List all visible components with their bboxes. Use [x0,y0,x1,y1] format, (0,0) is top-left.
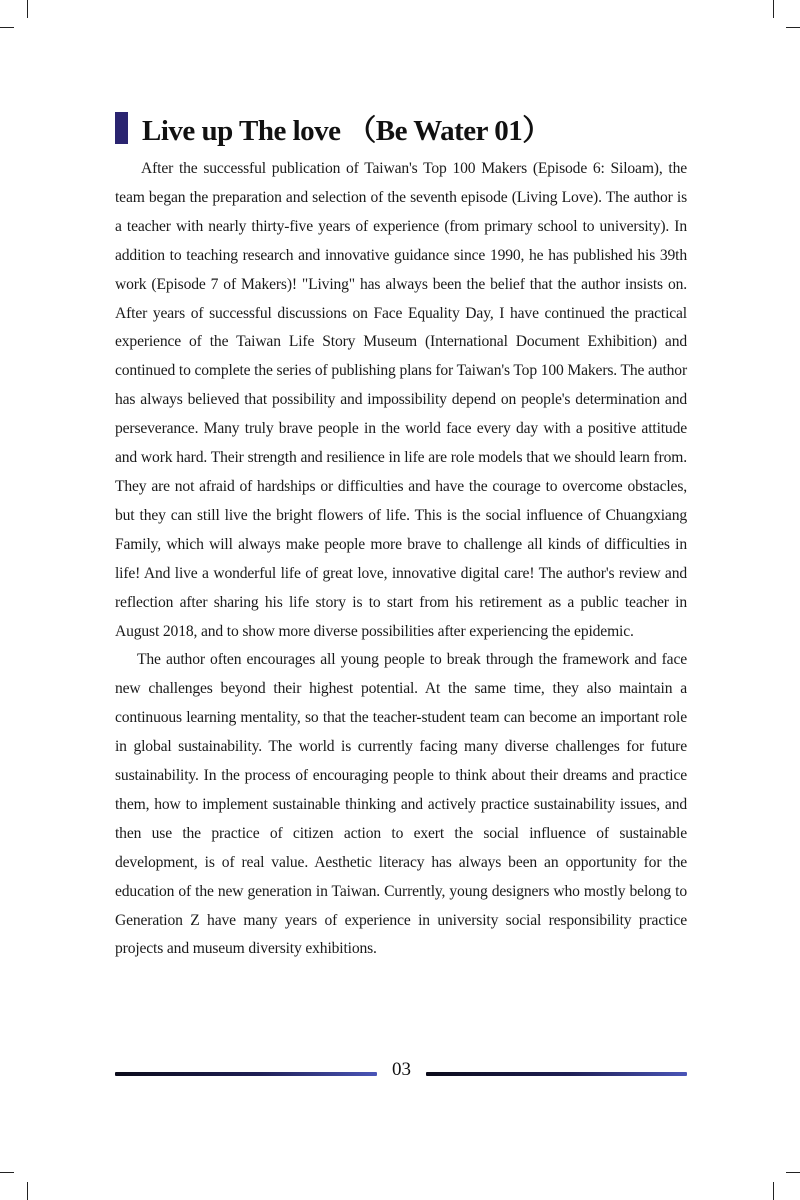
paragraph-1: After the successful publication of Taiwan's Top 100 Makers (Episode 6: Siloam), the team began the preparation and selection of the seventh episode (Living Love). The author is a teacher with nearly thirty-five years of experience (from primary school to university). In addition to teaching research and innovative guidance since 1990, he has published his 39th work (Episode 7 of Makers)! "Living" has always been the belief that the author insists on. After years of successful discussions on Face Equality Day, I have continued the practical experience of the Taiwan Life Story Museum (International Document Exhibition) and continued to complete the series of publishing plans for Taiwan's Top 100 Makers. The author has always believed that possibility and impossibility depend on people's determination and perseverance. Many truly brave people in the world face every day with a positive attitude and work hard. Their strength and resilience in life are role models that we should learn from. They are not afraid of hardships or difficulties and have the courage to overcome obstacles, but they can still live the bright flowers of life. This is the social influence of Chuangxiang Family, which will always make people more brave to challenge all kinds of difficulties in life! And live a wonderful life of great love, innovative digital care! The author's review and reflection after sharing his life story is to start from his retirement as a public teacher in August 2018, and to show more diverse possibilities after experiencing the epidemic. [115,160,687,640]
footer-rule-left [115,1072,377,1076]
section-heading [115,108,695,148]
crop-mark-bottom-left [27,1182,28,1200]
crop-mark-top-right [773,0,774,18]
crop-mark-top-right-horizontal [786,27,800,28]
article-body [115,155,687,964]
footer-rule-right [426,1072,687,1076]
page-footer [115,1058,687,1082]
heading-marker-bar [115,112,128,144]
crop-mark-top-left [27,0,28,18]
crop-mark-top-left-horizontal [0,27,14,28]
heading-title: Live up The love （Be Water 01） [142,114,551,147]
crop-mark-bottom-right [773,1182,774,1200]
paragraph-2: The author often encourages all young people to break through the framework and face new challenges beyond their highest potential. At the same time, they also maintain a continuous learning mentality, so that the teacher-student team can become an important role in global sustainability. The world is currently facing many diverse challenges for future sustainability. In the process of encouraging people to think about their dreams and practice them, how to implement sustainable thinking and actively practice sustainability issues, and then use the practice of citizen action to exert the social influence of sustainable development, is of real value. Aesthetic literacy has always been an opportunity for the education of the new generation in Taiwan. Currently, young designers who mostly belong to Generation Z have many years of experience in university social responsibility practice projects and museum diversity exhibitions. [115,651,687,958]
crop-mark-bottom-left-horizontal [0,1172,14,1173]
page-number: 03 [392,1059,411,1080]
crop-mark-bottom-right-horizontal [786,1172,800,1173]
